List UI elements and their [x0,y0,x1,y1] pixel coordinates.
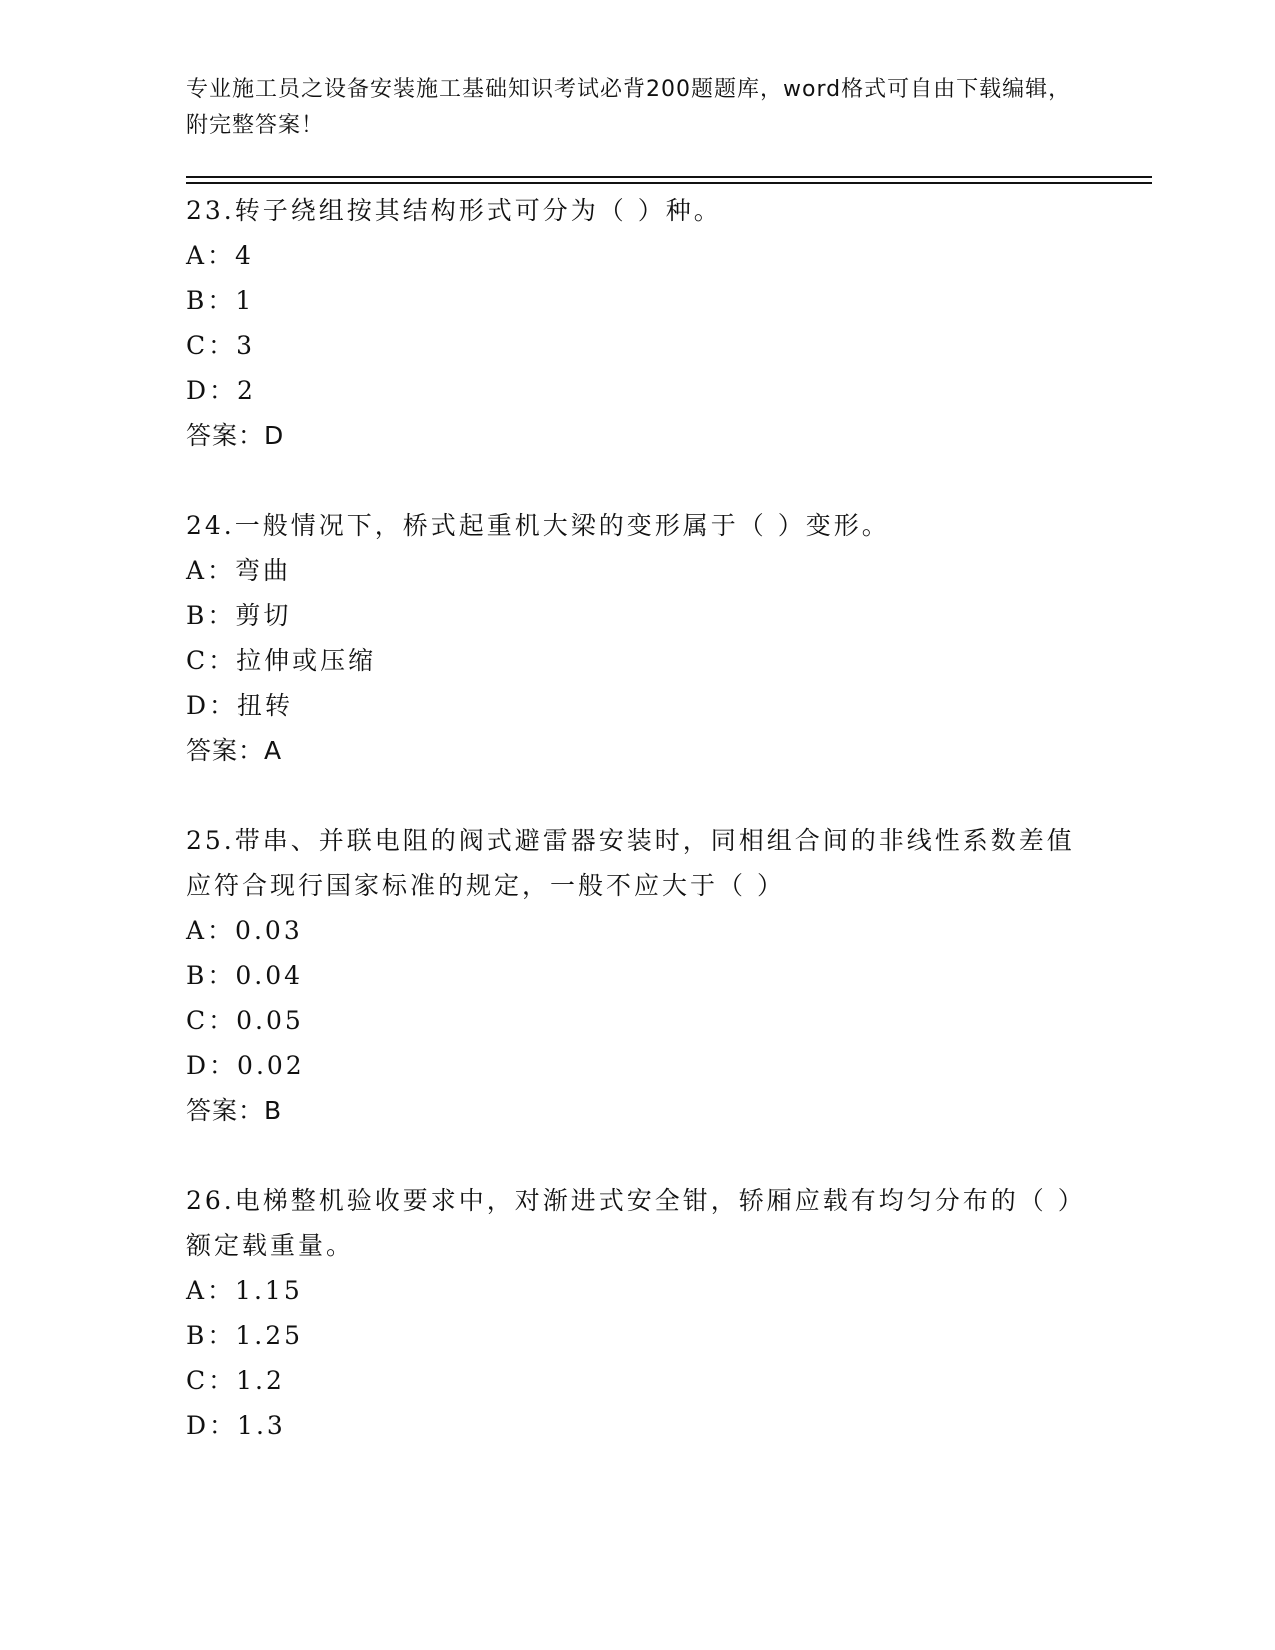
option-d: D：0.02 [186,1051,305,1080]
answer-line: 答案：A [186,736,283,765]
question-text: 23.转子绕组按其结构形式可分为（ ）种。 [186,196,722,225]
option-a: A：4 [186,241,254,270]
option-c: C：0.05 [186,1006,304,1035]
option-b: B：剪切 [186,601,292,630]
question-text: 25.带串、并联电阻的阀式避雷器安装时，同相组合间的非线性系数差值应符合现行国家标准的规定，一般不应大于（ ） [186,826,1075,900]
question-list [186,188,1086,1448]
question-23 [186,188,1086,458]
document-header [186,72,1076,144]
answer-line: 答案：B [186,1096,283,1125]
document-title: 专业施工员之设备安装施工基础知识考试必背200题题库，word格式可自由下载编辑，附完整答案！ [186,77,1072,138]
option-d: D：扭转 [186,691,294,720]
option-c: C：3 [186,331,256,360]
option-b: B：1 [186,286,255,315]
option-a: A：1.15 [186,1276,303,1305]
option-d: D：2 [186,376,256,405]
option-c: C：拉伸或压缩 [186,646,377,675]
option-a: A：0.03 [186,916,303,945]
option-a: A：弯曲 [186,556,292,585]
question-25 [186,818,1086,1133]
question-text: 24.一般情况下，桥式起重机大梁的变形属于（ ）变形。 [186,511,890,540]
header-divider-bottom [186,182,1152,184]
option-b: B：0.04 [186,961,304,990]
header-divider-top [186,176,1152,178]
option-d: D：1.3 [186,1411,286,1440]
option-c: C：1.2 [186,1366,285,1395]
question-24 [186,503,1086,773]
answer-line: 答案：D [186,421,285,450]
question-text: 26.电梯整机验收要求中，对渐进式安全钳，轿厢应载有均匀分布的（ ）额定载重量。 [186,1186,1086,1260]
option-b: B：1.25 [186,1321,304,1350]
question-26 [186,1178,1086,1448]
